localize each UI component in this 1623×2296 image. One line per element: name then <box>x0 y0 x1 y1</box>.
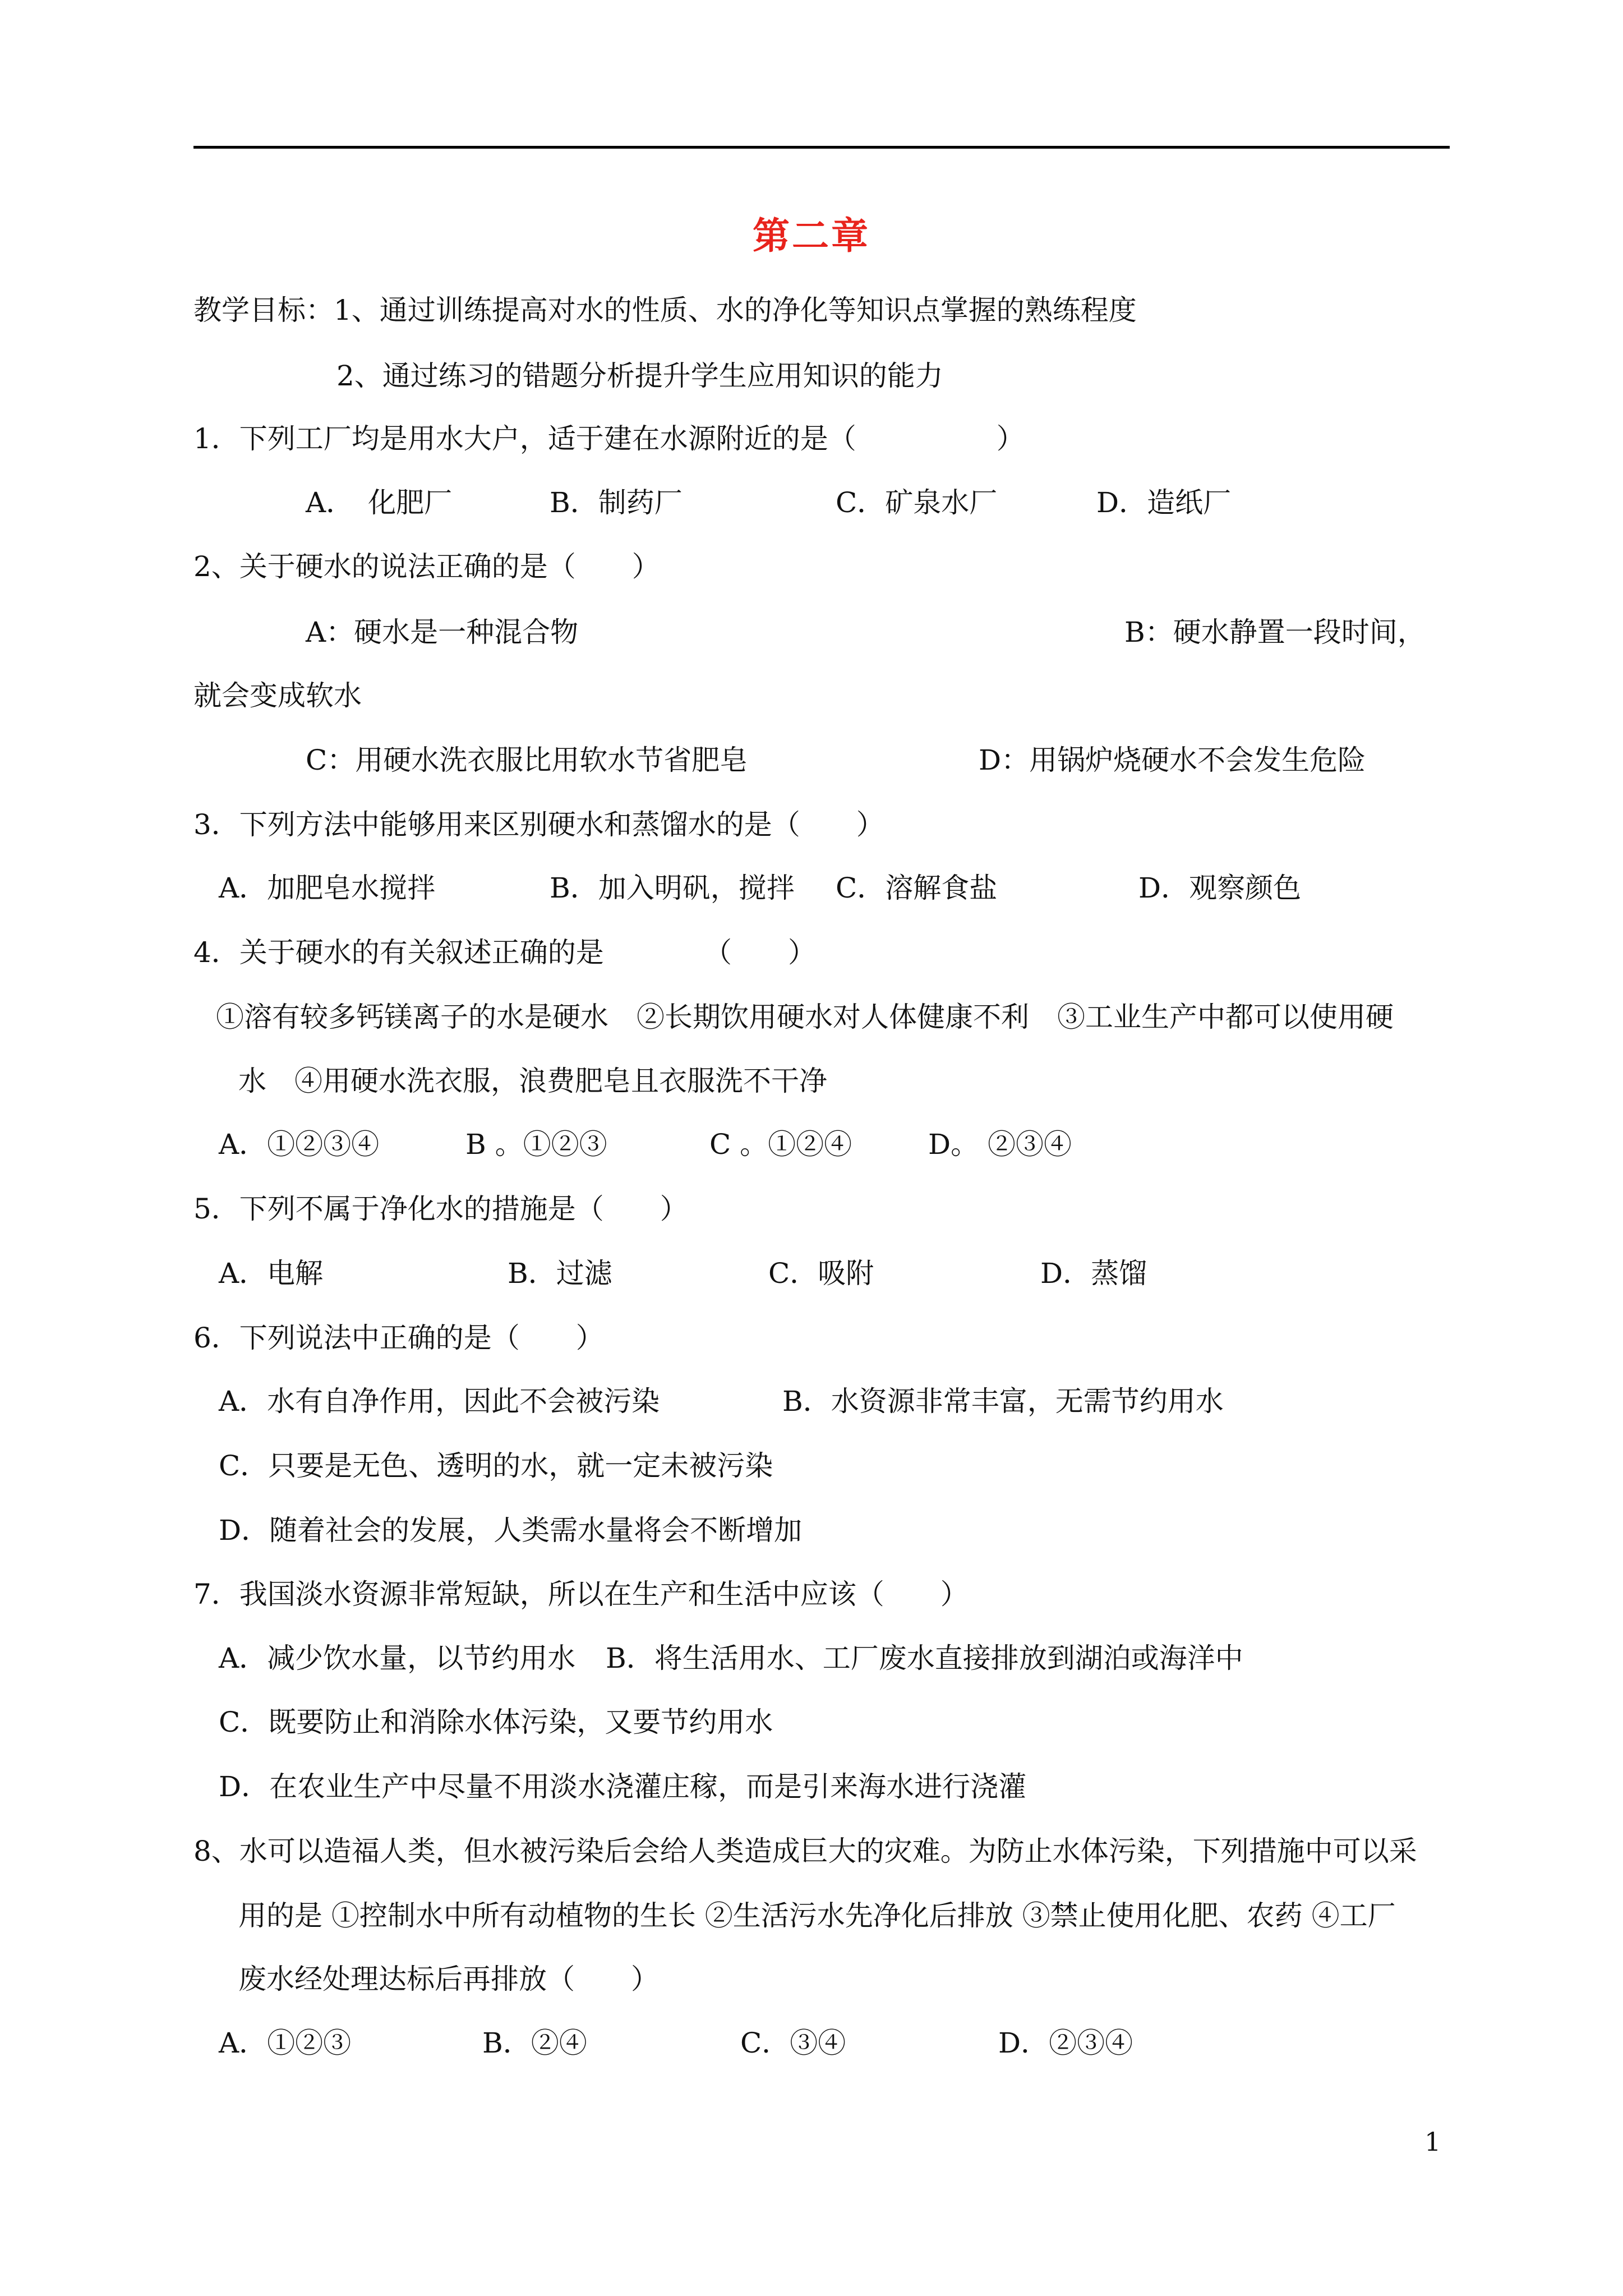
question-2-stem: 2、关于硬水的说法正确的是（ ） <box>193 550 660 583</box>
question-8-option-c: C．③④ <box>740 2027 846 2059</box>
question-5-option-c: C．吸附 <box>768 1257 874 1290</box>
question-2-option-b-cont: 就会变成软水 <box>193 679 362 712</box>
question-6-option-c: C．只要是无色、透明的水，就一定未被污染 <box>219 1450 773 1482</box>
question-4-stem: 4．关于硬水的有关叙述正确的是 <box>193 936 604 969</box>
question-7-option-d: D．在农业生产中尽量不用淡水浇灌庄稼，而是引来海水进行浇灌 <box>219 1770 1027 1803</box>
question-8-option-b: B．②④ <box>482 2027 587 2059</box>
question-2-option-b: B：硬水静置一段时间， <box>1124 616 1426 648</box>
question-6-option-d: D．随着社会的发展，人类需水量将会不断增加 <box>219 1514 803 1547</box>
question-2-option-d: D：用锅炉烧硬水不会发生危险 <box>979 744 1366 776</box>
question-7-option-b: B．将生活用水、工厂废水直接排放到湖泊或海洋中 <box>606 1642 1243 1674</box>
question-1-stem: 1．下列工厂均是用水大户，适于建在水源附近的是（ ） <box>193 422 1025 455</box>
question-3-option-c: C．溶解食盐 <box>836 872 998 904</box>
question-4-option-c: C 。①②④ <box>709 1128 852 1161</box>
question-4-option-a: A．①②③④ <box>219 1128 380 1161</box>
question-7-option-c: C．既要防止和消除水体污染，又要节约用水 <box>219 1706 773 1738</box>
objective-line-2: 2、通过练习的错题分析提升学生应用知识的能力 <box>336 360 943 392</box>
question-1-option-a: A． 化肥厂 <box>306 486 453 519</box>
question-1-option-d: D．造纸厂 <box>1096 486 1232 519</box>
question-5-option-d: D．蒸馏 <box>1040 1257 1147 1290</box>
question-4-option-d: D。 ②③④ <box>928 1128 1072 1161</box>
question-3-option-a: A．加肥皂水搅拌 <box>219 872 436 904</box>
question-8-stem-cont-2: 废水经处理达标后再排放（ ） <box>238 1963 659 1995</box>
question-5-option-b: B．过滤 <box>508 1257 612 1290</box>
question-7-stem: 7．我国淡水资源非常短缺，所以在生产和生活中应该（ ） <box>193 1578 969 1611</box>
page-title: 第二章 <box>753 214 870 257</box>
question-4-option-b: B 。①②③ <box>465 1128 607 1161</box>
objective-line-1: 教学目标：1、通过训练提高对水的性质、水的净化等知识点掌握的熟练程度 <box>193 294 1137 326</box>
question-2-option-c: C：用硬水洗衣服比用软水节省肥皂 <box>306 744 748 776</box>
page-number: 1 <box>1424 2127 1441 2157</box>
question-5-option-a: A．电解 <box>219 1257 324 1290</box>
question-5-stem: 5．下列不属于净化水的措施是（ ） <box>193 1193 688 1225</box>
question-8-option-d: D．②③④ <box>998 2027 1133 2059</box>
question-6-option-b: B．水资源非常丰富，无需节约用水 <box>782 1385 1224 1418</box>
question-3-option-b: B．加入明矾，搅拌 <box>550 872 795 904</box>
question-7-option-a: A．减少饮水量，以节约用水 <box>219 1642 576 1674</box>
question-6-option-a: A．水有自净作用，因此不会被污染 <box>219 1385 660 1418</box>
question-6-stem: 6．下列说法中正确的是（ ） <box>193 1322 604 1354</box>
question-8-option-a: A．①②③ <box>219 2027 352 2059</box>
question-8-stem: 8、水可以造福人类，但水被污染后会给人类造成巨大的灾难。为防止水体污染，下列措施中可以采 <box>193 1835 1417 1867</box>
question-2-option-a: A：硬水是一种混合物 <box>306 616 579 648</box>
header-rule <box>193 146 1450 149</box>
question-1-option-b: B．制药厂 <box>550 486 683 519</box>
question-4-blank: （ ） <box>704 936 816 969</box>
question-1-option-c: C．矿泉水厂 <box>836 486 998 519</box>
question-4-statements: ①溶有较多钙镁离子的水是硬水 ②长期饮用硬水对人体健康不利 ③工业生产中都可以使用硬 <box>216 1001 1394 1033</box>
question-4-statements-cont: 水 ④用硬水洗衣服，浪费肥皂且衣服洗不干净 <box>238 1065 827 1097</box>
question-3-stem: 3．下列方法中能够用来区别硬水和蒸馏水的是（ ） <box>193 808 884 841</box>
question-3-option-d: D．观察颜色 <box>1138 872 1302 904</box>
question-8-stem-cont-1: 用的是 ①控制水中所有动植物的生长 ②生活污水先净化后排放 ③禁止使用化肥、农药 ④工厂 <box>238 1899 1396 1932</box>
